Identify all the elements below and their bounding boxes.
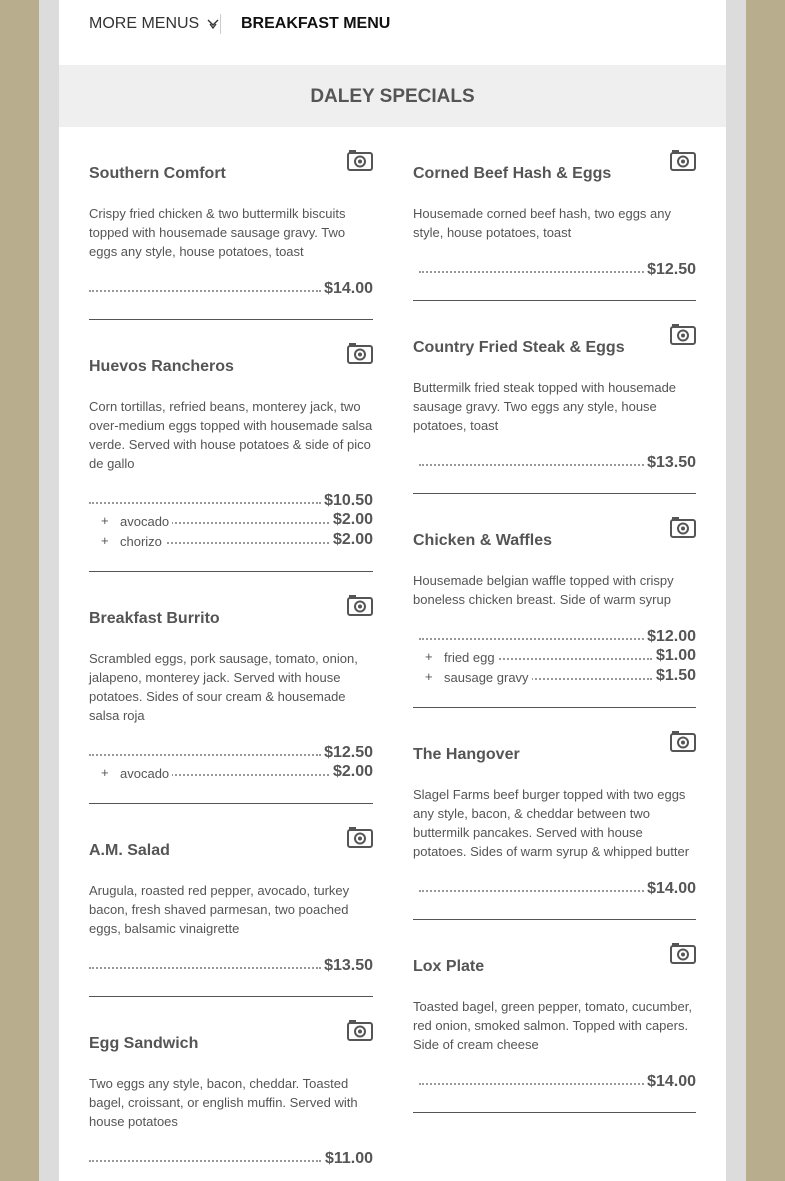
menu-item-price: $12.50	[324, 744, 373, 761]
menu-nav	[59, 0, 726, 65]
addon-name: sausage gravy	[444, 670, 532, 685]
menu-item-title[interactable]: A.M. Salad	[89, 842, 170, 859]
addon-price: $2.00	[332, 531, 373, 548]
addon-row	[413, 667, 696, 687]
dot-leader	[89, 1160, 321, 1162]
menu-item-title[interactable]: Breakfast Burrito	[89, 610, 220, 627]
dot-leader	[419, 890, 644, 892]
item-divider	[89, 319, 373, 320]
addon-row	[413, 647, 696, 667]
plus-icon: +	[425, 649, 433, 664]
item-divider	[89, 571, 373, 572]
menu-item-title[interactable]: The Hangover	[413, 746, 520, 763]
addon-price: $2.00	[332, 763, 373, 780]
menu-page	[59, 0, 726, 1181]
menu-item-price: $13.50	[324, 957, 373, 974]
menu-item-title[interactable]: Huevos Rancheros	[89, 358, 234, 375]
menu-item-description: Scrambled eggs, pork sausage, tomato, onion, jalapeno, monterey jack. Served with house potatoes. Sides of sour cream & housemade salsa roja	[89, 651, 358, 723]
dot-leader	[89, 502, 321, 504]
item-divider	[413, 300, 696, 301]
nav-divider	[220, 14, 221, 34]
dot-leader	[419, 1083, 644, 1085]
addon-price: $2.00	[332, 511, 373, 528]
camera-icon[interactable]	[347, 826, 373, 848]
dot-leader	[419, 638, 644, 640]
menu-item-description: Corn tortillas, refried beans, monterey jack, two over-medium eggs topped with housemade salsa verde. Served with house potatoes & side of pico de gallo	[89, 399, 373, 471]
menu-item-title[interactable]: Country Fried Steak & Eggs	[413, 339, 625, 356]
price-row	[413, 454, 696, 474]
addon-price: $1.50	[655, 667, 696, 684]
menu-item-description: Toasted bagel, green pepper, tomato, cucumber, red onion, smoked salmon. Topped with capers. Side of cream cheese	[413, 999, 692, 1052]
camera-icon[interactable]	[347, 342, 373, 364]
menu-item-description: Slagel Farms beef burger topped with two eggs any style, bacon, & cheddar between two buttermilk pancakes. Served with house potatoes. Sides of warm syrup & whipped butter	[413, 787, 690, 859]
menu-item-description: Housemade belgian waffle topped with crispy boneless chicken breast. Side of warm syrup	[413, 573, 674, 607]
menu-item-title[interactable]: Chicken & Waffles	[413, 532, 552, 549]
menu-item-title[interactable]: Southern Comfort	[89, 165, 226, 182]
price-row	[413, 628, 696, 648]
plus-icon: +	[101, 513, 109, 528]
price-row	[89, 744, 373, 764]
item-divider	[89, 996, 373, 997]
menu-item-title[interactable]: Egg Sandwich	[89, 1035, 199, 1052]
menu-item-description: Crispy fried chicken & two buttermilk biscuits topped with housemade sausage gravy. Two eggs any style, house potatoes, toast	[89, 206, 346, 259]
price-row	[89, 1150, 373, 1170]
dot-leader	[419, 271, 644, 273]
dot-leader	[419, 464, 644, 466]
addon-name: fried egg	[444, 650, 498, 665]
menu-item-price: $14.00	[647, 1073, 696, 1090]
item-divider	[413, 1112, 696, 1113]
menu-item-description: Housemade corned beef hash, two eggs any style, house potatoes, toast	[413, 206, 672, 240]
item-divider	[413, 707, 696, 708]
addon-row	[89, 763, 373, 783]
price-row	[89, 492, 373, 512]
addon-row	[89, 511, 373, 531]
camera-icon[interactable]	[347, 594, 373, 616]
menu-item-price: $12.00	[647, 628, 696, 645]
item-divider	[413, 493, 696, 494]
camera-icon[interactable]	[670, 149, 696, 171]
dot-leader	[89, 290, 321, 292]
plus-icon: +	[101, 533, 109, 548]
price-row	[89, 957, 373, 977]
camera-icon[interactable]	[347, 1019, 373, 1041]
camera-icon[interactable]	[670, 516, 696, 538]
more-menus-label: MORE MENUS	[89, 15, 200, 32]
price-row	[413, 261, 696, 281]
double-chevron-down-icon	[207, 18, 219, 30]
camera-icon[interactable]	[670, 323, 696, 345]
menu-item-description: Buttermilk fried steak topped with housemade sausage gravy. Two eggs any style, house potatoes, toast	[413, 380, 677, 433]
menu-item-title[interactable]: Lox Plate	[413, 958, 485, 975]
menu-item-description: Arugula, roasted red pepper, avocado, turkey bacon, fresh shaved parmesan, two poached eggs, balsamic vinaigrette	[89, 883, 350, 936]
addon-name: avocado	[120, 766, 172, 781]
menu-item-description: Two eggs any style, bacon, cheddar. Toasted bagel, croissant, or english muffin. Served with house potatoes	[89, 1076, 358, 1129]
plus-icon: +	[425, 669, 433, 684]
menu-item-price: $14.00	[324, 280, 373, 297]
menu-item-price: $13.50	[647, 454, 696, 471]
menu-item-title[interactable]: Corned Beef Hash & Eggs	[413, 165, 612, 182]
dot-leader	[89, 967, 321, 969]
menu-item-price: $11.00	[324, 1150, 373, 1167]
addon-name: avocado	[120, 514, 172, 529]
addon-price: $1.00	[655, 647, 696, 664]
dot-leader	[89, 754, 321, 756]
addon-name: chorizo	[120, 534, 165, 549]
price-row	[413, 880, 696, 900]
menu-item-price: $12.50	[647, 261, 696, 278]
item-divider	[413, 919, 696, 920]
price-row	[413, 1073, 696, 1093]
plus-icon: +	[101, 765, 109, 780]
camera-icon[interactable]	[670, 942, 696, 964]
menu-item-price: $14.00	[647, 880, 696, 897]
breakfast-menu-tab[interactable]: BREAKFAST MENU	[241, 15, 391, 32]
item-divider	[89, 803, 373, 804]
menu-item-price: $10.50	[324, 492, 373, 509]
section-title: DALEY SPECIALS	[310, 86, 475, 107]
more-menus-dropdown[interactable]	[89, 15, 219, 33]
camera-icon[interactable]	[347, 149, 373, 171]
addon-row	[89, 531, 373, 551]
price-row	[89, 280, 373, 300]
camera-icon[interactable]	[670, 730, 696, 752]
